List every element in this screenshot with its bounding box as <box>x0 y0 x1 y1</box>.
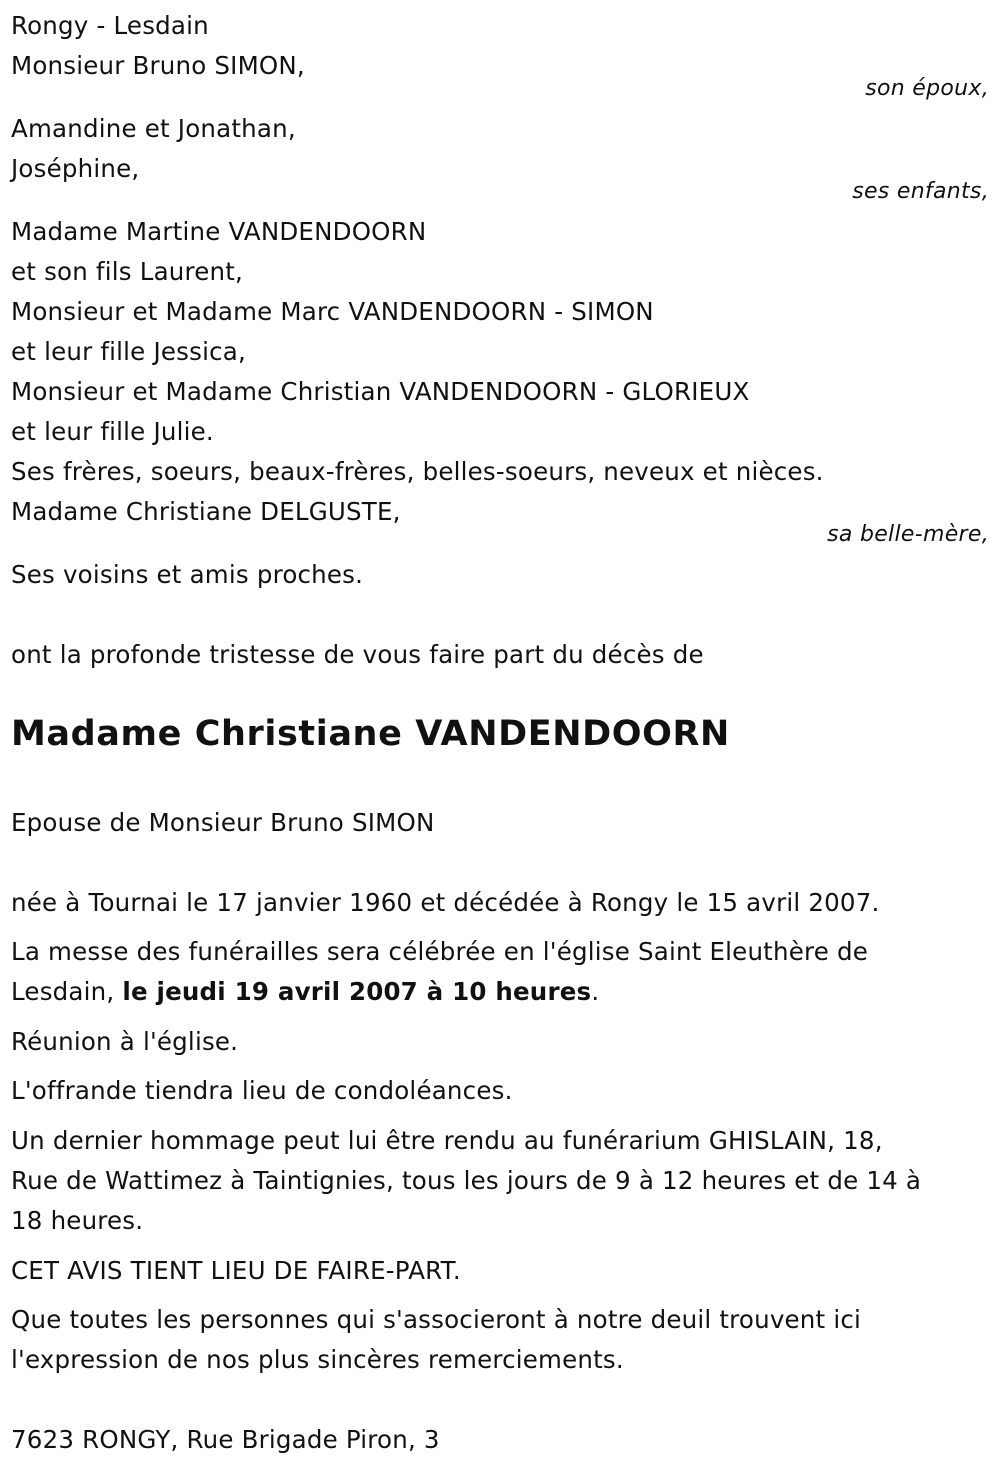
thanks-line: Que toutes les personnes qui s'associeront à notre deuil trouvent ici <box>11 1305 862 1334</box>
mass-line: La messe des funérailles sera célébrée en l'église Saint Eleuthère de <box>11 937 869 966</box>
relative-line: Monsieur et Madame Christian VANDENDOORN - GLORIEUX <box>11 377 750 406</box>
mother-in-law-role: sa belle-mère, <box>827 522 989 547</box>
tribute-line: 18 heures. <box>11 1206 144 1235</box>
mass-place-text: Lesdain, <box>11 977 123 1006</box>
children-line: Amandine et Jonathan, <box>11 114 296 143</box>
address-line: 7623 RONGY, Rue Brigade Piron, 3 <box>11 1425 440 1454</box>
spouse-role: son époux, <box>865 76 989 101</box>
birth-death-line: née à Tournai le 17 janvier 1960 et décédée à Rongy le 15 avril 2007. <box>11 888 880 917</box>
meeting-line: Réunion à l'église. <box>11 1027 239 1056</box>
relative-line: Madame Martine VANDENDOORN <box>11 217 427 246</box>
offering-line: L'offrande tiendra lieu de condoléances. <box>11 1076 513 1105</box>
relative-line: et son fils Laurent, <box>11 257 244 286</box>
children-line: Joséphine, <box>11 154 140 183</box>
location: Rongy - Lesdain <box>11 11 209 40</box>
relative-line: Ses frères, soeurs, beaux-frères, belles-soeurs, neveux et nièces. <box>11 457 824 486</box>
relative-line: Monsieur et Madame Marc VANDENDOORN - SIMON <box>11 297 654 326</box>
mass-period-text: . <box>591 977 600 1006</box>
tribute-line: Rue de Wattimez à Taintignies, tous les jours de 9 à 12 heures et de 14 à <box>11 1166 922 1195</box>
spouse-name: Monsieur Bruno SIMON, <box>11 51 305 80</box>
mass-line <box>11 977 599 1007</box>
mass-date-text: le jeudi 19 avril 2007 à 10 heures <box>122 977 592 1006</box>
deceased-name: Madame Christiane VANDENDOORN <box>11 714 730 754</box>
relative-line: et leur fille Jessica, <box>11 337 246 366</box>
tribute-line: Un dernier hommage peut lui être rendu au funérarium GHISLAIN, 18, <box>11 1126 883 1155</box>
spouse-of-line: Epouse de Monsieur Bruno SIMON <box>11 808 435 837</box>
intro-line: ont la profonde tristesse de vous faire part du décès de <box>11 640 704 669</box>
thanks-line: l'expression de nos plus sincères remerciements. <box>11 1345 624 1374</box>
children-role: ses enfants, <box>852 179 989 204</box>
neighbours-line: Ses voisins et amis proches. <box>11 560 364 589</box>
relative-line: et leur fille Julie. <box>11 417 214 446</box>
notice-line: CET AVIS TIENT LIEU DE FAIRE-PART. <box>11 1256 461 1285</box>
relative-line: Madame Christiane DELGUSTE, <box>11 497 401 526</box>
